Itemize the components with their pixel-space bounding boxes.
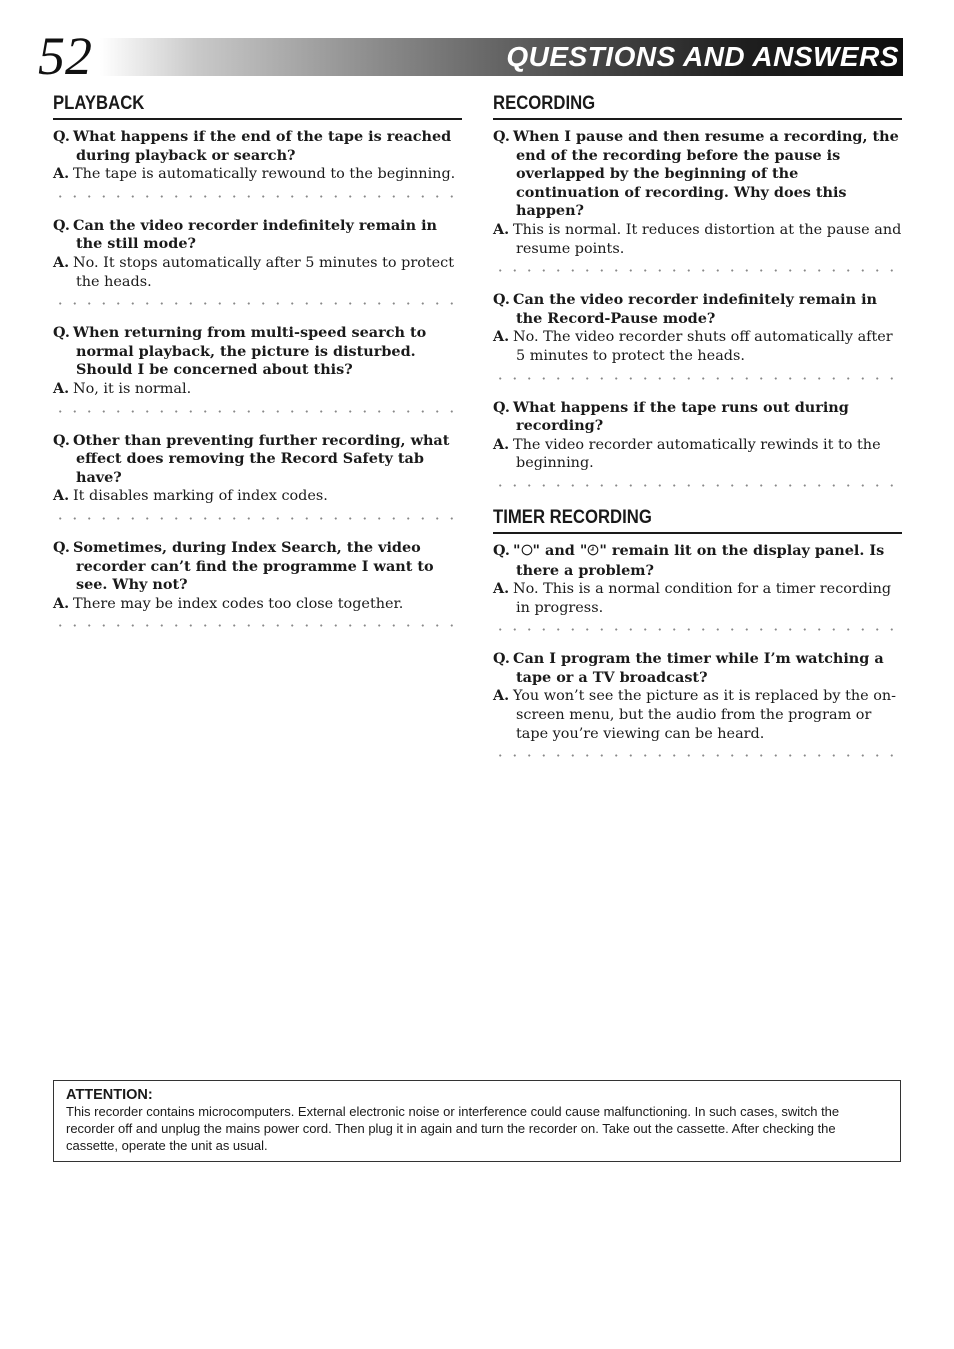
a-prefix: A. [493, 328, 510, 346]
a-prefix: A. [53, 379, 70, 397]
qa-item [493, 650, 902, 743]
section-heading-recording: RECORDING [493, 93, 596, 114]
a-prefix: A. [53, 253, 70, 271]
attention-title: ATTENTION: [66, 1087, 153, 1103]
answer [493, 580, 902, 617]
answer [53, 487, 462, 506]
answer [493, 687, 902, 743]
playback-section [53, 92, 462, 631]
answer-text: The tape is automatically rewound to the beginning. [73, 166, 456, 183]
a-prefix: A. [53, 165, 70, 183]
a-prefix: A. [53, 594, 70, 612]
section-heading-timer-recording: TIMER RECORDING [493, 506, 652, 528]
question-text: When I pause and then resume a recording, the end of the recording before the pause is overlapped by the beginning of the continuation of recording. Why does this happen? [513, 128, 899, 220]
dotted-divider [493, 373, 902, 384]
answer-text: There may be index codes too close together. [73, 595, 404, 612]
question-text: Can the video recorder indefinitely remain in the still mode? [73, 216, 438, 253]
question [53, 324, 462, 380]
a-prefix: A. [493, 435, 510, 453]
question [53, 217, 462, 254]
answer-text: It disables marking of index codes. [73, 488, 328, 505]
answer [493, 436, 902, 473]
q-prefix: Q. [493, 128, 510, 145]
answer [53, 254, 462, 291]
question-text: Sometimes, during Index Search, the video recorder can’t find the programme I want to see. Why not? [73, 538, 434, 594]
qa-item [493, 399, 902, 473]
question [493, 542, 902, 580]
dotted-divider [493, 480, 902, 491]
question-text: Can I program the timer while I’m watching a tape or a TV broadcast? [513, 650, 884, 686]
answer [493, 221, 902, 258]
dotted-divider [53, 298, 462, 309]
timer-recording-section [493, 506, 902, 761]
q-prefix: Q. [493, 398, 510, 416]
title-bar [100, 38, 903, 76]
clock-icon [587, 543, 599, 562]
dotted-divider [493, 265, 902, 276]
question-text-part: " [513, 541, 521, 559]
qa-item [53, 324, 462, 398]
qa-item [493, 542, 902, 617]
qa-item [53, 217, 462, 291]
q-prefix: Q. [493, 650, 510, 668]
question [53, 539, 462, 595]
heading-divider [493, 118, 902, 120]
answer [53, 595, 462, 614]
answer-text: No. It stops automatically after 5 minutes to protect the heads. [73, 254, 455, 290]
question [493, 291, 902, 328]
q-prefix: Q. [493, 541, 510, 559]
circle-icon [521, 543, 533, 562]
qa-item [53, 128, 462, 184]
question-text: What happens if the tape runs out during recording? [513, 398, 849, 435]
answer-text: You won’t see the picture as it is replaced by the on-screen menu, but the audio from the program or tape you’re viewing can be heard. [513, 688, 897, 742]
answer [53, 165, 462, 184]
dotted-divider [53, 620, 462, 631]
question-text-part: " and " [532, 541, 588, 559]
a-prefix: A. [53, 487, 70, 505]
qa-item [493, 128, 902, 258]
q-prefix: Q. [53, 431, 70, 449]
right-column [493, 92, 902, 776]
qa-item [53, 432, 462, 506]
attention-body: This recorder contains microcomputers. External electronic noise or interference could cause malfunctioning. In such cases, switch the recorder off and unplug the mains power cord. Then plug it in again and turn the recorder on. Take out the cassette. After checking the cassette, operate the unit as usual. [66, 1104, 840, 1153]
question-text-part: " remain lit on the display panel. Is there a problem? [516, 541, 885, 579]
page-number: 52 [38, 26, 92, 86]
answer-text: No. This is a normal condition for a timer recording in progress. [513, 581, 892, 616]
q-prefix: Q. [53, 324, 70, 342]
attention-box [53, 1080, 901, 1162]
section-heading-playback: PLAYBACK [53, 93, 145, 114]
dotted-divider [53, 191, 462, 202]
a-prefix: A. [493, 580, 510, 598]
answer [53, 380, 462, 399]
qa-item [493, 291, 902, 365]
q-prefix: Q. [53, 216, 70, 234]
heading-divider [493, 532, 902, 534]
q-prefix: Q. [53, 128, 70, 145]
q-prefix: Q. [53, 538, 70, 556]
answer-text: The video recorder automatically rewinds it to the beginning. [513, 436, 881, 472]
answer-text: No. The video recorder shuts off automatically after 5 minutes to protect the heads. [513, 329, 893, 364]
dotted-divider [493, 750, 902, 761]
dotted-divider [53, 406, 462, 417]
q-prefix: Q. [493, 291, 510, 309]
question-text: Can the video recorder indefinitely remain in the Record-Pause mode? [513, 291, 878, 327]
answer-text: No, it is normal. [73, 380, 192, 397]
recording-section [493, 92, 902, 491]
dotted-divider [493, 624, 902, 635]
qa-item [53, 539, 462, 613]
heading-divider [53, 118, 462, 120]
question [493, 128, 902, 221]
left-column [53, 92, 462, 646]
answer-text: This is normal. It reduces distortion at the pause and resume points. [513, 221, 902, 257]
a-prefix: A. [493, 220, 510, 238]
page-title: QUESTIONS AND ANSWERS [506, 41, 899, 72]
question [53, 128, 462, 165]
question-text: When returning from multi-speed search to normal playback, the picture is disturbed. Should I be concerned about this? [73, 324, 427, 379]
question-text: What happens if the end of the tape is reached during playback or search? [73, 128, 452, 164]
dotted-divider [53, 513, 462, 524]
question-text: Other than preventing further recording, what effect does removing the Record Safety tab have? [73, 431, 450, 486]
a-prefix: A. [493, 687, 510, 705]
question [493, 650, 902, 687]
question [493, 399, 902, 436]
answer [493, 328, 902, 365]
question [53, 432, 462, 488]
